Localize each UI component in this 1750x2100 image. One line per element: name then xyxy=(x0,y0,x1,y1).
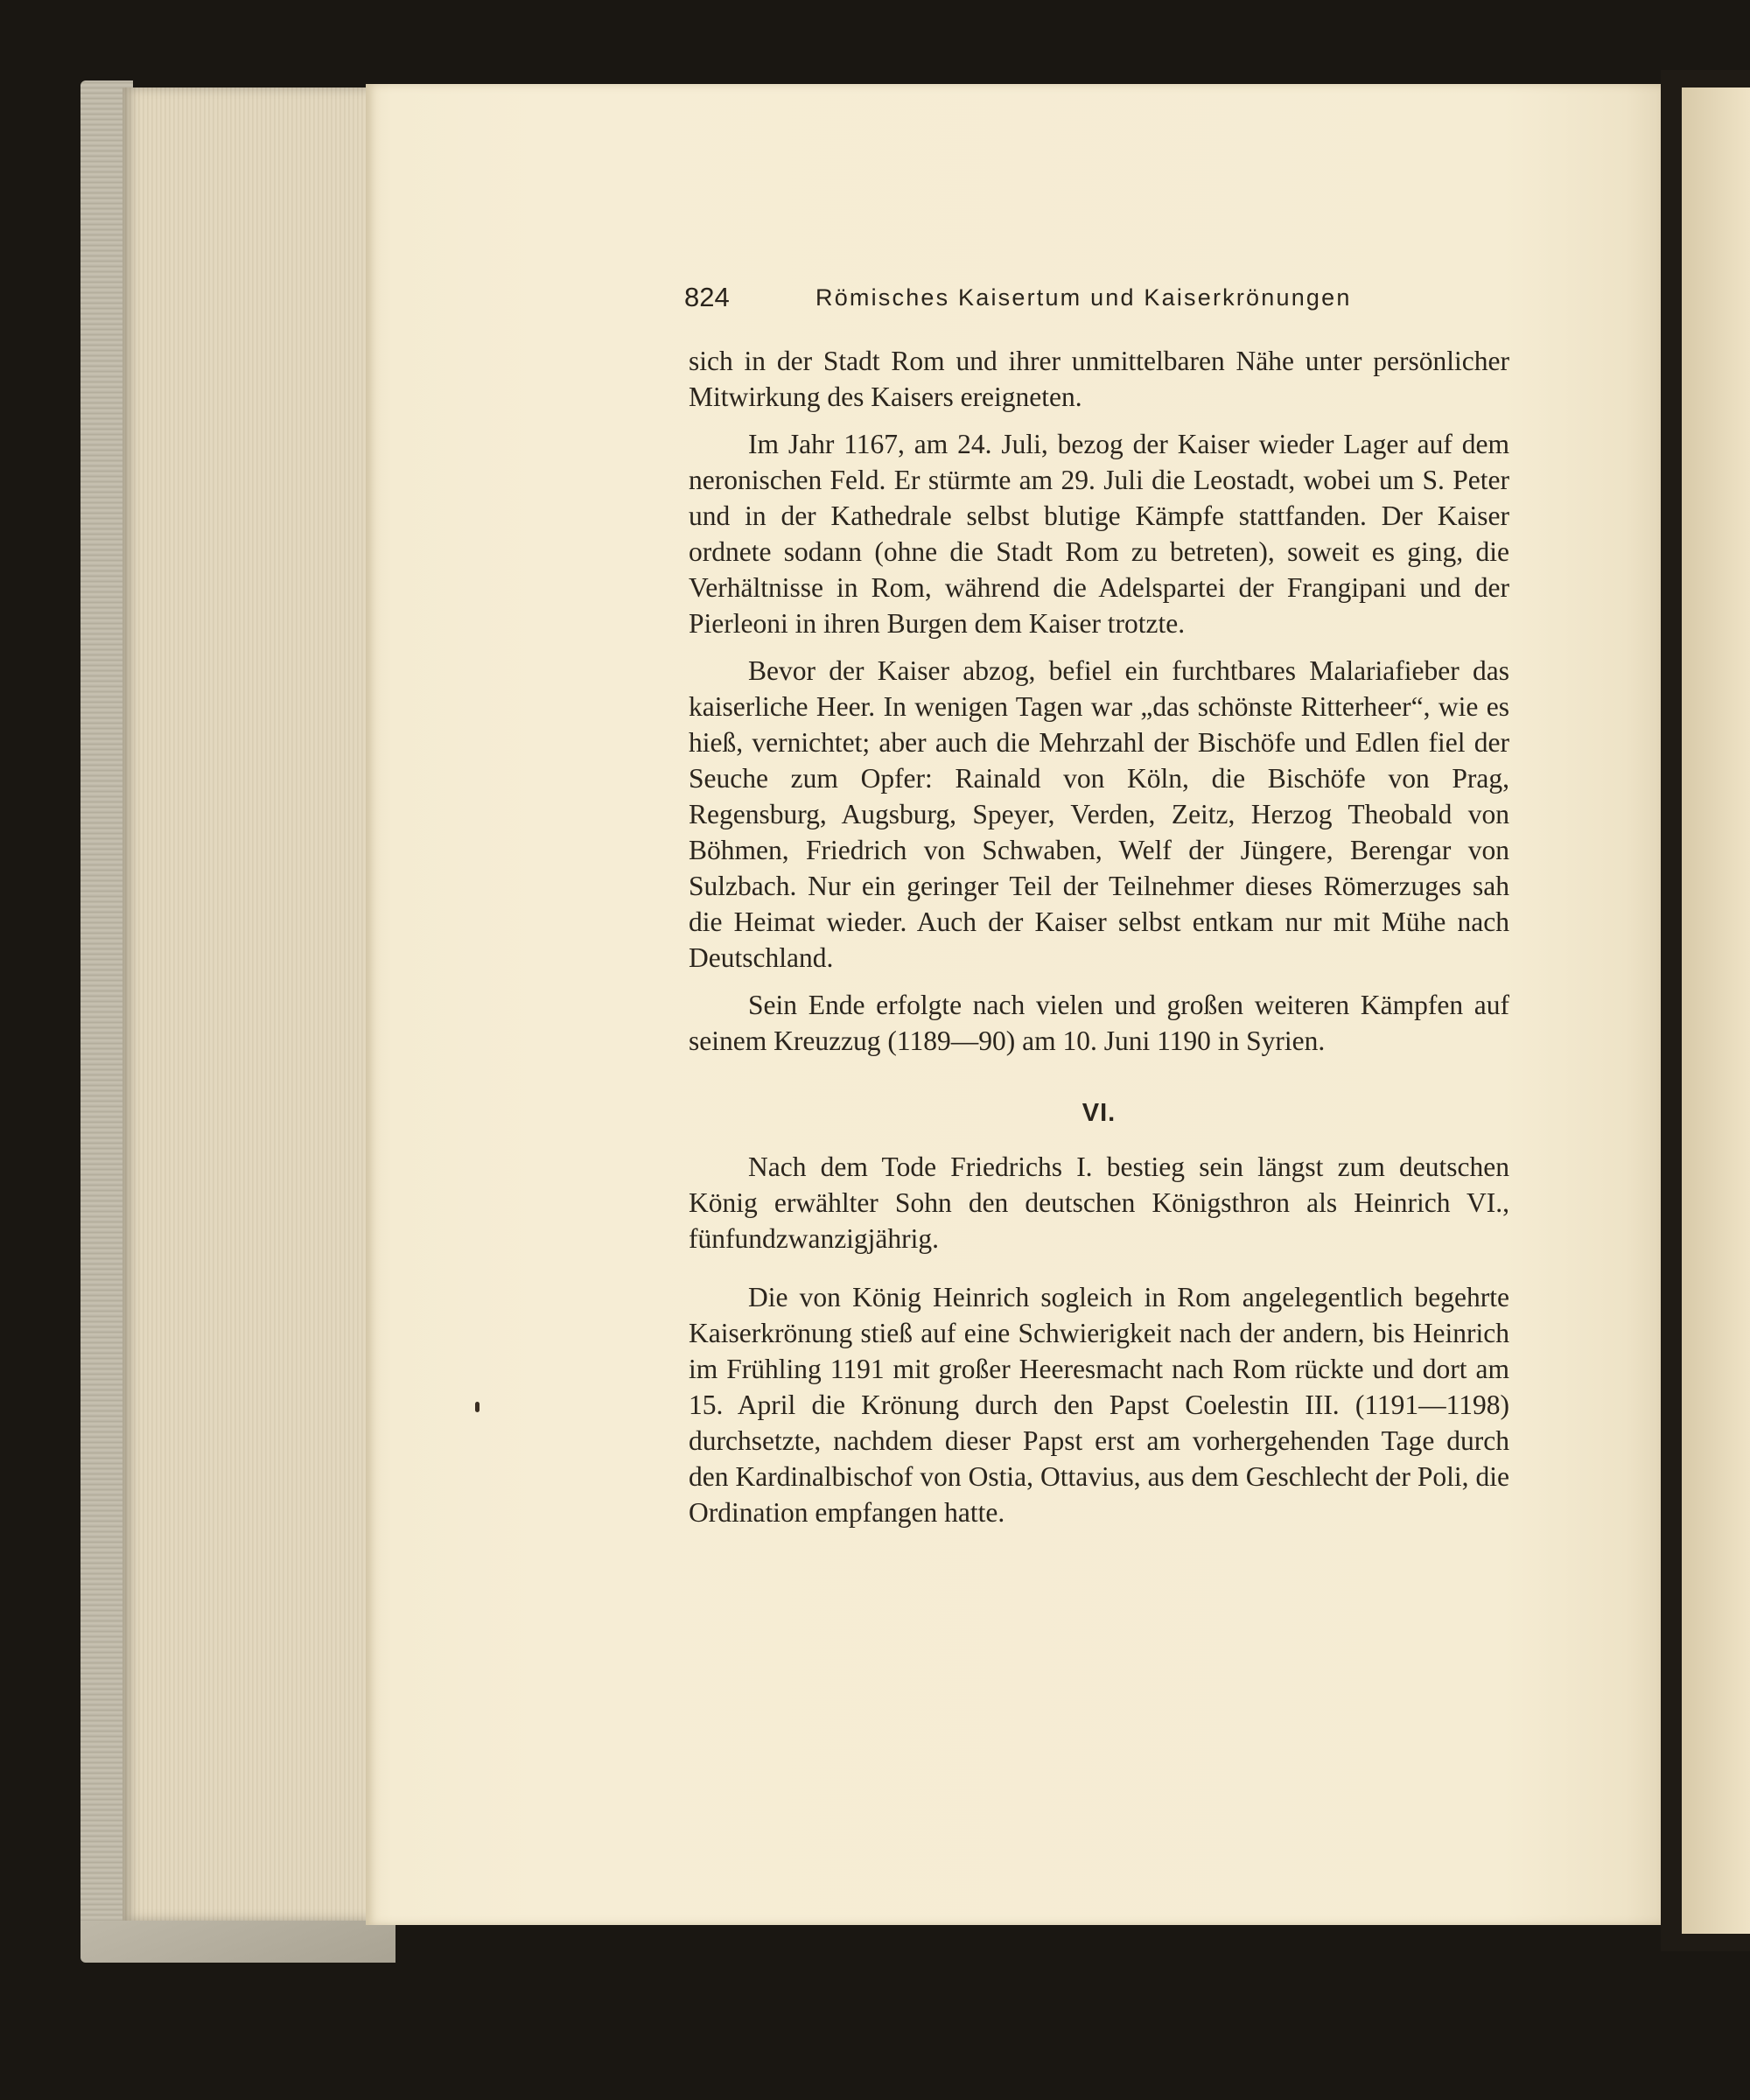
body-text xyxy=(689,343,1509,1530)
margin-mark xyxy=(475,1402,480,1412)
running-title: Römisches Kaisertum und Kaiserkrönungen xyxy=(816,284,1352,311)
section-number: VI. xyxy=(1082,1099,1116,1127)
book-cover-bottom xyxy=(80,1921,396,1963)
paragraph: sich in der Stadt Rom und ihrer unmittelbaren Nähe unter persönlicher Mitwirkung des Kaisers ereigneten. xyxy=(689,346,1509,412)
page-number: 824 xyxy=(684,282,730,312)
page-edges xyxy=(122,88,376,1921)
paragraph: Die von König Heinrich sogleich in Rom angelegentlich begehrte Kaiserkrönung stieß auf eine Schwierigkeit nach der andern, bis Heinrich im Frühling 1191 mit großer Heeresmacht nach Rom rückte und dort am 15. April die Krönung durch den Papst Coelestin III. (1191—1198) durchsetzte, nachdem dieser Papst erst am vorhergehenden Tage durch den Kardinalbischof von Ostia, Ottavius, aus dem Geschlecht der Poli, die Ordination empfangen hatte. xyxy=(689,1282,1509,1528)
paragraph: Sein Ende erfolgte nach vielen und großen weiteren Kämpfen auf seinem Kreuzzug (1189—90) am 10. Juni 1190 in Syrien. xyxy=(689,990,1509,1056)
paragraph: Im Jahr 1167, am 24. Juli, bezog der Kaiser wieder Lager auf dem neronischen Feld. Er stürmte am 29. Juli die Leostadt, wobei um S. Peter und in der Kathedrale selbst blutige Kämpfe stattfanden. Der Kaiser ordnete sodann (ohne die Stadt Rom zu betreten), soweit es ging, die Verhältnisse in Rom, während die Adelspartei der Frangipani und der Pierleoni in ihren Burgen dem Kaiser trotzte. xyxy=(689,429,1509,639)
paragraph: Nach dem Tode Friedrichs I. bestieg sein längst zum deutschen König erwählter Sohn den deutschen Königsthron als Heinrich VI., fünfundzwanzigjährig. xyxy=(689,1152,1509,1254)
next-page-edge xyxy=(1682,88,1750,1934)
paragraph: Bevor der Kaiser abzog, befiel ein furchtbares Malariafieber das kaiserliche Heer. In wenigen Tagen war „das schönste Ritterheer“, wie es hieß, vernichtet; aber auch die Mehrzahl der Bischöfe und Edlen fiel der Seuche zum Opfer: Rainald von Köln, die Bischöfe von Prag, Regensburg, Augsburg, Speyer, Verden, Zeitz, Herzog Theobald von Böhmen, Friedrich von Schwaben, Welf der Jüngere, Berengar von Sulzbach. Nur ein geringer Teil der Teilnehmer dieses Römerzuges sah die Heimat wieder. Auch der Kaiser selbst entkam nur mit Mühe nach Deutschland. xyxy=(689,655,1509,973)
page-header xyxy=(684,282,1559,326)
